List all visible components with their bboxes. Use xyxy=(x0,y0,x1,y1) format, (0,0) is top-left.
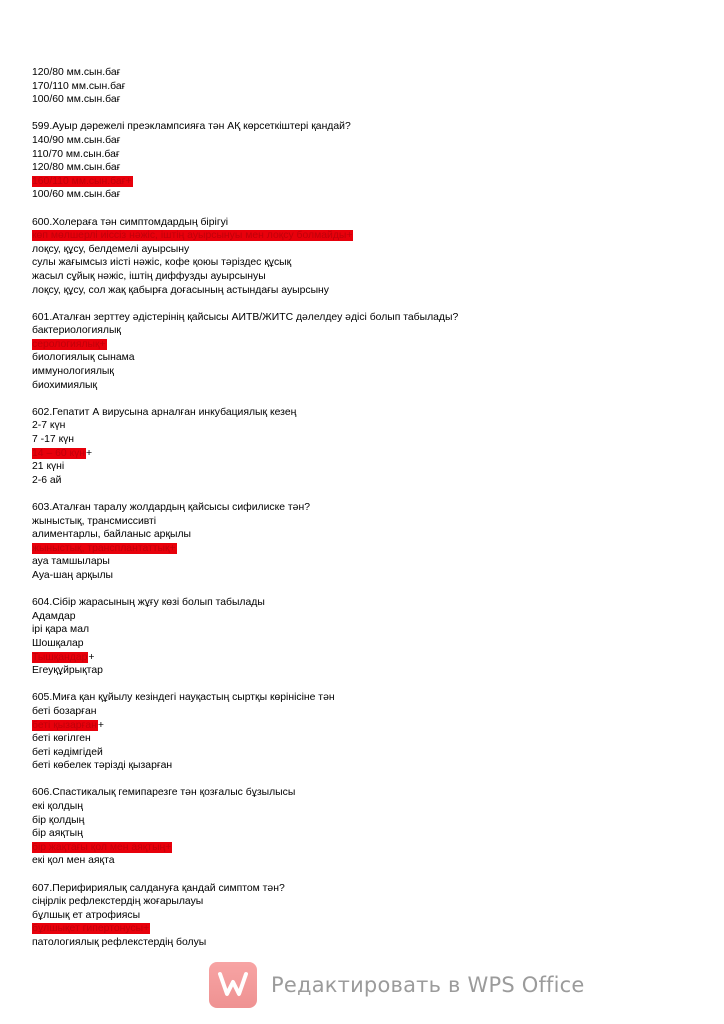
blank-line xyxy=(32,868,692,882)
question-text: 603.Аталған таралу жолдардың қайсысы сифилиске тән? xyxy=(32,502,310,513)
correct-answer-highlight: беті қызарған xyxy=(32,719,97,731)
answer-option: алиментарлы, байланыс арқылы xyxy=(32,529,191,541)
document-page xyxy=(32,66,692,950)
blank-line xyxy=(32,678,692,692)
question-text: 606.Спастикалық гемипарезге тән қозғалыс бұзылысы xyxy=(32,787,296,799)
blank-line xyxy=(32,297,692,311)
answer-option: сулы жағымсыз иісті нәжіс, кофе қоюы тәріздес құсық xyxy=(32,257,292,269)
answer-option: Ауа-шаң арқылы xyxy=(32,569,113,581)
correct-answer-highlight: бұлшықет гипертонусы+ xyxy=(32,923,150,935)
answer-option: Адамдар xyxy=(32,610,76,622)
answer-option: 7 -17 күн xyxy=(32,434,75,446)
answer-option: лоқсу, құсу, сол жақ қабырға доғасының астындағы ауырсыну xyxy=(32,284,329,296)
answer-option: 120/80 мм.сын.бағ xyxy=(32,67,121,78)
answer-option: бұлшық ет атрофиясы xyxy=(32,909,141,921)
correct-answer-line xyxy=(32,338,692,352)
question-text: 599.Ауыр дәрежелі преэклампсияға тән АҚ көрсеткіштері қандай? xyxy=(32,121,351,133)
answer-option: сіңірлік рефлекстердің жоғарылауы xyxy=(32,896,204,908)
answer-option: екі қол мен аяқта xyxy=(32,855,115,867)
answer-option: жасыл сұйық нәжіс, іштің диффузды ауырсынуы xyxy=(32,270,266,282)
correct-answer-highlight: Тышқандар xyxy=(32,651,88,663)
answer-option: лоқсу, құсу, белдемелі ауырсыну xyxy=(32,243,190,255)
correct-answer-line xyxy=(32,651,692,665)
answer-option: беті көгілген xyxy=(32,733,91,745)
correct-answer-highlight: бір жақтағы қол мен аяқтың+ xyxy=(32,841,172,853)
correct-marker: + xyxy=(97,719,104,731)
correct-answer-line xyxy=(32,542,692,556)
answer-option: жыныстық, трансмиссивті xyxy=(32,515,157,527)
answer-option: 100/60 мм.сын.бағ xyxy=(32,94,121,106)
question-text: 600.Холераға тән симптомдардың бірігуі xyxy=(32,216,229,228)
answer-option: Егеуқұйрықтар xyxy=(32,665,103,677)
answer-option: 110/70 мм.сын.бағ xyxy=(32,148,120,160)
answer-option: ауа тамшылары xyxy=(32,556,110,568)
question-text: 604.Сібір жарасының жұғу көзі болып табылады xyxy=(32,597,265,609)
correct-marker: + xyxy=(86,447,93,459)
answer-option: бір аяқтың xyxy=(32,828,83,840)
answer-option: 2-7 күн xyxy=(32,420,66,432)
answer-option: 140/90 мм.сын.бағ xyxy=(32,134,121,146)
answer-option: 100/60 мм.сын.бағ xyxy=(32,189,121,201)
edit-in-wps-banner[interactable] xyxy=(209,962,585,1008)
blank-line xyxy=(32,107,692,121)
answer-option: бір қолдың xyxy=(32,814,85,826)
question-text: 607.Перифириялық салдануға қандай симптом тән? xyxy=(32,882,285,894)
answer-option: беті көбелек тәрізді қызарған xyxy=(32,760,173,772)
answer-option: беті бозарған xyxy=(32,705,97,717)
correct-answer-highlight: жыныстық, трансплантаттық+ xyxy=(32,542,176,554)
correct-answer-line xyxy=(32,447,692,461)
correct-marker: + xyxy=(88,651,95,663)
correct-answer-line xyxy=(32,175,692,189)
question-text: 605.Миға қан құйылу кезіндегі науқастың сыртқы көрінісіне тән xyxy=(32,692,335,704)
blank-line xyxy=(32,487,692,501)
answer-option: 120/80 мм.сын.бағ xyxy=(32,162,121,174)
correct-answer-highlight: 14 – 60 күн xyxy=(32,447,86,459)
correct-answer-highlight: көп мөлшерлі иісcіз нәжіс, іштің ауырсынуы мен лоқсу болмайды+ xyxy=(32,230,353,242)
answer-option: биохимиялық xyxy=(32,379,98,391)
question-text: 602.Гепатит А вирусына арналған инкубациялық кезең xyxy=(32,406,297,418)
blank-line xyxy=(32,773,692,787)
correct-answer-line xyxy=(32,719,692,733)
answer-option: 2-6 ай xyxy=(32,474,62,486)
correct-answer-highlight: серологиялық+ xyxy=(32,338,106,350)
answer-option: биологиялық сынама xyxy=(32,352,135,364)
answer-option: патологиялық рефлекстердің болуы xyxy=(32,937,207,948)
answer-option: екі қолдың xyxy=(32,801,83,813)
answer-option: 170/110 мм.сын.бағ xyxy=(32,80,126,92)
blank-line xyxy=(32,392,692,406)
correct-answer-line xyxy=(32,229,692,243)
question-text: 601.Аталған зерттеу әдістерінің қайсысы АИТВ/ЖИТС дәлелдеу әдісі болып табылады? xyxy=(32,311,459,323)
correct-answer-line xyxy=(32,922,692,936)
answer-option: беті кәдімгідей xyxy=(32,746,103,758)
edit-in-wps-label[interactable]: Редактировать в WPS Office xyxy=(271,973,585,997)
correct-answer-line xyxy=(32,841,692,855)
wps-w-logo-icon xyxy=(209,962,257,1008)
answer-option: ірі қара мал xyxy=(32,624,90,636)
answer-option: 21 күні xyxy=(32,461,65,473)
answer-option: иммунологиялық xyxy=(32,366,114,378)
blank-line xyxy=(32,583,692,597)
answer-option: бактериологиялық xyxy=(32,325,121,337)
answer-option: Шошқалар xyxy=(32,637,84,649)
blank-line xyxy=(32,202,692,216)
correct-answer-highlight: 160/110 мм.сын.бағ+ xyxy=(32,175,132,187)
